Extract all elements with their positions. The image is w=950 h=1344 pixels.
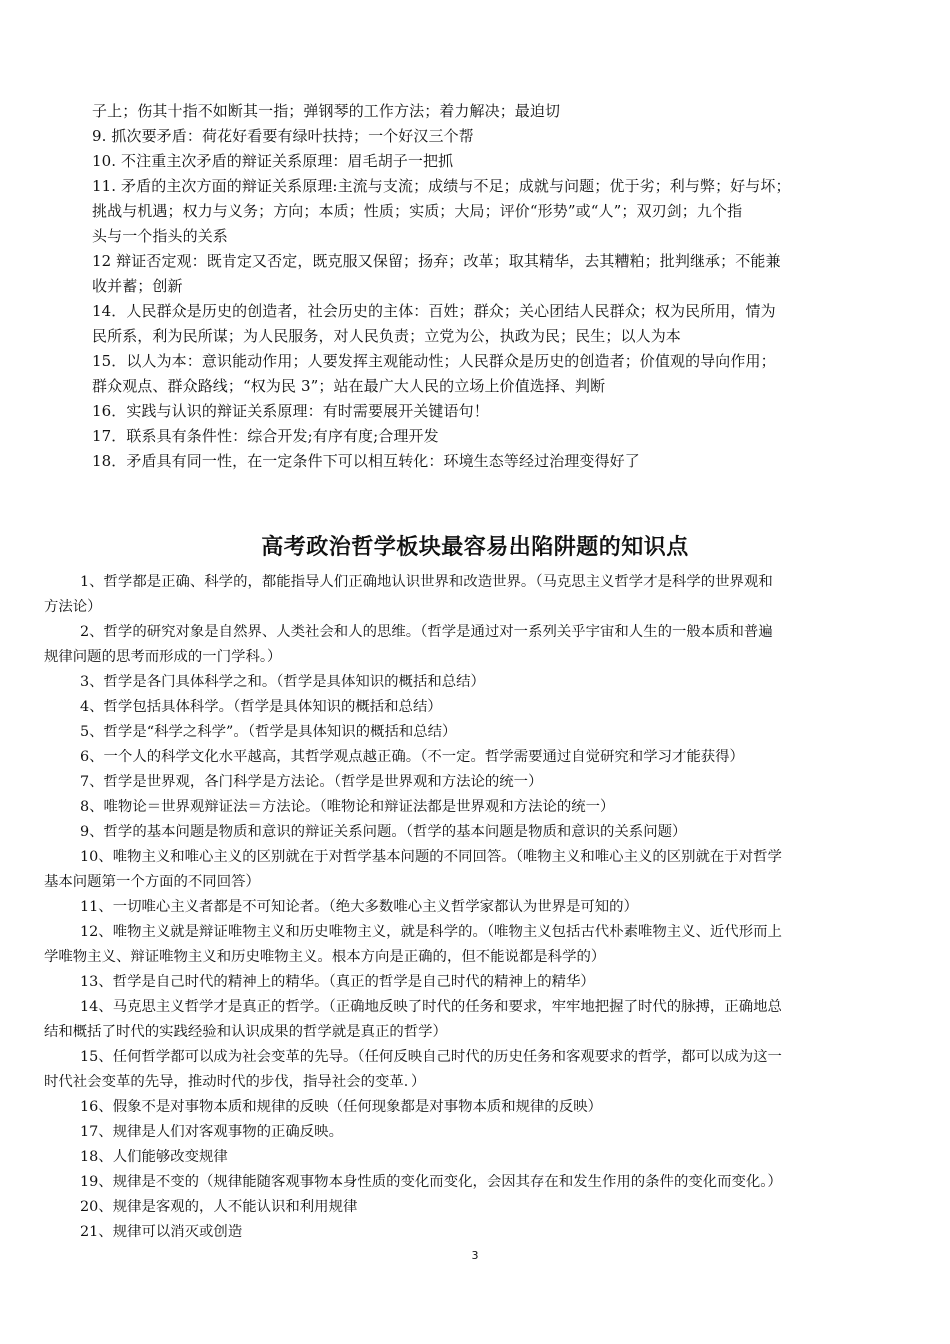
text-line: 群众观点、群众路线；“权为民 3”；站在最广大人民的立场上价值选择、判断: [92, 377, 606, 395]
text-line: 15．以人为本：意识能动作用；人要发挥主观能动性；人民群众是历史的创造者；价值观的导向作用；: [92, 352, 776, 370]
item-line: 10、唯物主义和唯心主义的区别就在于对哲学基本问题的不同回答。（唯物主义和唯心主义的区别就在于对哲学: [80, 849, 782, 865]
list-item: [44, 995, 910, 1045]
text-line: 17．联系具有条件性：综合开发;有序有度;合理开发: [92, 427, 439, 445]
item-line: 1、哲学都是正确、科学的，都能指导人们正确地认识世界和改造世界。（马克思主义哲学才是科学的世界观和: [80, 574, 773, 590]
item-line: 12、唯物主义就是辩证唯物主义和历史唯物主义，就是科学的。（唯物主义包括古代朴素唯物主义、近代形而上: [80, 924, 782, 940]
list-item: [44, 1195, 910, 1220]
item-line: 4、哲学包括具体科学。（哲学是具体知识的概括和总结）: [80, 699, 442, 715]
item-line: 15、任何哲学都可以成为社会变革的先导。（任何反映自己时代的历史任务和客观要求的哲学，都可以成为这一: [80, 1049, 782, 1065]
item-line: 9、哲学的基本问题是物质和意识的辩证关系问题。（哲学的基本问题是物质和意识的关系问题）: [80, 824, 687, 840]
item-line: 6、一个人的科学文化水平越高，其哲学观点越正确。（不一定。哲学需要通过自觉研究和学习才能获得）: [80, 749, 744, 765]
item-line: 基本问题第一个方面的不同回答）: [44, 874, 260, 890]
list-item: [44, 620, 910, 670]
item-line: 21、规律可以消灭或创造: [80, 1224, 243, 1240]
text-line: 10. 不注重主次矛盾的辩证关系原理：眉毛胡子一把抓: [92, 152, 454, 170]
item-line: 18、人们能够改变规律: [80, 1149, 228, 1165]
list-item: [44, 970, 910, 995]
list-item: [44, 570, 910, 620]
item-line: 规律问题的思考而形成的一门学科。）: [44, 649, 282, 665]
item-line: 11、一切唯心主义者都是不可知论者。（绝大多数唯心主义哲学家都认为世界是可知的）: [80, 899, 638, 915]
list-item: [44, 820, 910, 845]
list-item: [44, 670, 910, 695]
item-line: 14、马克思主义哲学才是真正的哲学。（正确地反映了时代的任务和要求，牢牢地把握了时代的脉搏，正确地总: [80, 999, 782, 1015]
item-line: 8、唯物论＝世界观辩证法＝方法论。（唯物论和辩证法都是世界观和方法论的统一）: [80, 799, 615, 815]
item-line: 20、规律是客观的，人不能认识和利用规律: [80, 1199, 358, 1215]
list-item: [44, 770, 910, 795]
item-line: 3、哲学是各门具体科学之和。（哲学是具体知识的概括和总结）: [80, 674, 485, 690]
list-item: [44, 1120, 910, 1145]
list-item: [44, 695, 910, 720]
list-item: [44, 920, 910, 970]
text-line: 14．人民群众是历史的创造者，社会历史的主体：百姓；群众；关心团结人民群众；权为民所用，情为: [92, 302, 776, 320]
item-line: 13、哲学是自己时代的精神上的精华。（真正的哲学是自己时代的精神上的精华）: [80, 974, 595, 990]
knowledge-point-list: [44, 570, 910, 1245]
list-item: [44, 1095, 910, 1120]
item-line: 方法论）: [44, 599, 102, 615]
item-line: 19、规律是不变的（规律能随客观事物本身性质的变化而变化，会因其存在和发生作用的条件的变化而变化。）: [80, 1174, 782, 1190]
item-line: 7、哲学是世界观，各门科学是方法论。（哲学是世界观和方法论的统一）: [80, 774, 543, 790]
list-item: [44, 745, 910, 770]
text-line: 9. 抓次要矛盾：荷花好看要有绿叶扶持；一个好汉三个帮: [92, 127, 474, 145]
list-item: [44, 795, 910, 820]
list-item: [44, 845, 910, 895]
text-line: 12 辩证否定观：既肯定又否定，既克服又保留；扬弃；改革；取其精华，去其糟粕；批判继承；不能兼: [92, 252, 781, 270]
text-line: 18．矛盾具有同一性，在一定条件下可以相互转化：环境生态等经过治理变得好了: [92, 452, 640, 470]
text-line: 16．实践与认识的辩证关系原理：有时需要展开关键语句！: [92, 402, 489, 420]
item-line: 16、假象不是对事物本质和规律的反映（任何现象都是对事物本质和规律的反映）: [80, 1099, 602, 1115]
text-line: 民所系，利为民所谋；为人民服务，对人民负责；立党为公，执政为民；民生；以人为本: [92, 327, 681, 345]
section-title: 高考政治哲学板块最容易出陷阱题的知识点: [261, 535, 689, 560]
text-line: 收并蓄；创新: [92, 277, 183, 295]
item-line: 结和概括了时代的实践经验和认识成果的哲学就是真正的哲学）: [44, 1024, 447, 1040]
text-line: 11. 矛盾的主次方面的辩证关系原理:主流与支流；成绩与不足；成就与问题；优于劣；利与弊；好与坏；: [92, 177, 791, 195]
list-item: [44, 895, 910, 920]
item-line: 5、哲学是“科学之科学”。（哲学是具体知识的概括和总结）: [80, 724, 457, 740]
top-numbered-list: [92, 99, 882, 474]
text-line: 头与一个指头的关系: [92, 227, 228, 245]
list-item: [44, 1170, 910, 1195]
item-line: 2、哲学的研究对象是自然界、人类社会和人的思维。（哲学是通过对一系列关乎宇宙和人生的一般本质和普遍: [80, 624, 773, 640]
text-line: 挑战与机遇；权力与义务；方向；本质；性质；实质；大局；评价“形势”或“人”；双刃剑；九个指: [92, 202, 743, 220]
item-line: 时代社会变革的先导，推动时代的步伐，指导社会的变革．）: [44, 1074, 426, 1090]
text-line: 子上；伤其十指不如断其一指；弹钢琴的工作方法；着力解决；最迫切: [92, 102, 561, 120]
list-item: [44, 1045, 910, 1095]
list-item: [44, 720, 910, 745]
item-line: 17、规律是人们对客观事物的正确反映。: [80, 1124, 343, 1140]
list-item: [44, 1145, 910, 1170]
item-line: 学唯物主义、辩证唯物主义和历史唯物主义。根本方向是正确的，但不能说都是科学的）: [44, 949, 606, 965]
page-number: 3: [471, 1249, 479, 1262]
list-item: [44, 1220, 910, 1245]
